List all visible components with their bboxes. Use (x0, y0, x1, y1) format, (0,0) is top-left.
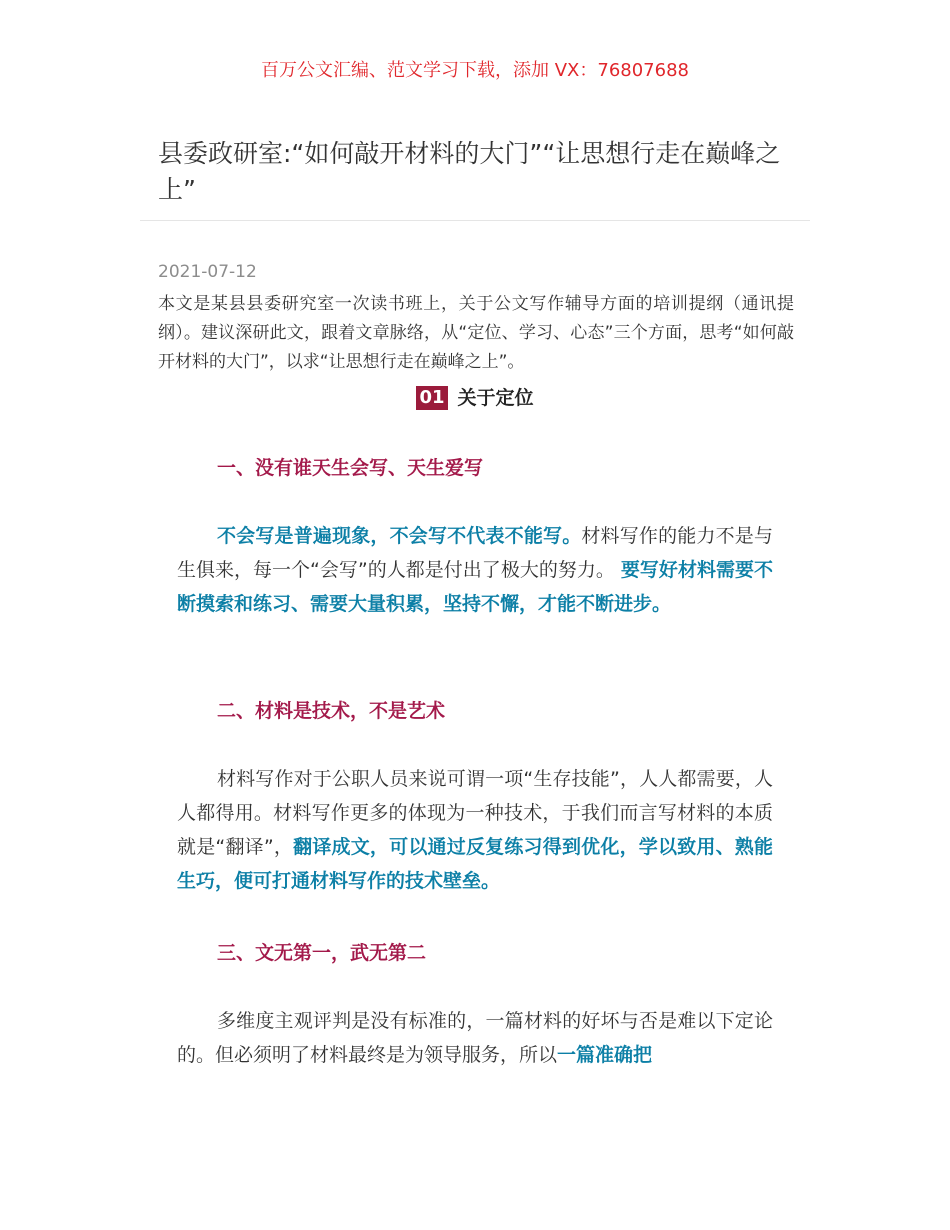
point-paragraph-2 (177, 762, 773, 898)
highlight-text: 一篇准确把 (557, 1044, 653, 1066)
highlight-text: 要写好材料需要不断摸索和练习、需要大量积累，坚持不懈，才能不断进步。 (177, 559, 773, 615)
point-paragraph-1 (177, 519, 773, 621)
section-header (0, 383, 950, 410)
body-text: 多维度主观评判是没有标准的，一篇材料的好坏与否是难以下定论的。但必须明了材料最终是为领导服务，所以 (177, 1010, 773, 1066)
point-paragraph-3 (177, 1004, 773, 1072)
title-divider (140, 220, 810, 221)
point-heading-2: 二、材料是技术，不是艺术 (217, 700, 446, 722)
article-intro: 本文是某县县委研究室一次读书班上，关于公文写作辅导方面的培训提纲（通讯提纲）。建议深研此文，跟着文章脉络，从“定位、学习、心态”三个方面，思考“如何敲开材料的大门”，以求“让思想行走在巅峰之上”。 (158, 294, 794, 372)
publish-date: 2021-07-12 (158, 262, 257, 282)
highlight-text: 不会写是普遍现象，不会写不代表不能写。 (217, 525, 582, 547)
article-title: 县委政研室:“如何敲开材料的大门”“让思想行走在巅峰之上” (158, 139, 781, 204)
section-number-badge: 01 (416, 386, 447, 410)
section-title: 关于定位 (457, 387, 534, 409)
promo-banner: 百万公文汇编、范文学习下载，添加 VX：76807688 (261, 60, 689, 81)
body-text: 材料写作的能力不是与生俱来，每一个“会写”的人都是付出了极大的努力。 (177, 525, 773, 581)
highlight-text: 翻译成文，可以通过反复练习得到优化，学以致用、熟能生巧，便可打通材料写作的技术壁垒。 (177, 836, 773, 892)
body-text: 材料写作对于公职人员来说可谓一项“生存技能”，人人都需要，人人都得用。材料写作更多的体现为一种技术，于我们而言写材料的本质就是“翻译”， (177, 768, 773, 858)
point-heading-3: 三、文无第一，武无第二 (217, 942, 427, 964)
point-heading-1: 一、没有谁天生会写、天生爱写 (217, 457, 484, 479)
